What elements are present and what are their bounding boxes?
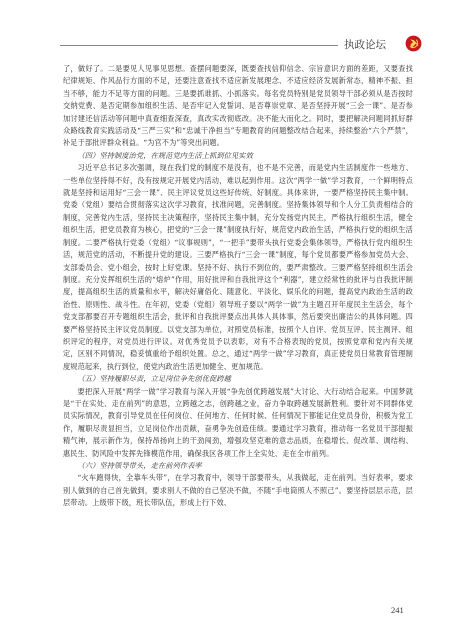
party-emblem-icon	[405, 35, 422, 52]
header-title: 执政论坛	[344, 39, 386, 51]
body-paragraph: 要把深入开展“两学一做”学习教育与深入开展“争先创优跨越发展”大讨论、大行动结合起来。中国梦就是“干在实处、走在前列”的意思，立跨越之志，创跨越之业，奋力争取跨越发展新胜利。要针对不同群体党员实际情况，教育引导党员在任何岗位、任何地方、任何时候、任何情况下都能记住党员身份，积极为党工作，履职尽责显担当，立足岗位作出贡献，奋勇争先创造佳绩。要通过学习教育，推动每一名党员干部提振精气神，展示新作为，保持昂扬向上的干劲闯劲，增强攻坚克难的意志品质，在稳增长、促改革、调结构、惠民生、防风险中发挥先锋模范作用，确保我区各项工作上全实处、走在全市前列。	[63, 386, 413, 458]
body-paragraph: 了，做好了。二是要见人见事见思想。查摆问题要深，既要查找信仰信念、宗旨意识方面的差距，又要查找纪律规矩、作风品行方面的不足，还要注意查找不适应新发展理念、不适应经济发展新常态，精神不振、担当不够，能力不足等方面的问题。三是要抓谁抓、小抓落实。每名党员特别是党员领导干部必须从是否按时交纳党费、是否定期参加组织生活、是否牢记入党誓词、是否尊崇党章、是否坚持开展“三会一课”、是否参加讨建还信活动等问题中真查细查深查，真改实改彻底改。决不能大而化之。同时，要把解决问题同抓好群众路线教育实践活动及“三严三实”和“忠诚干净担当”专题教育的问题整改结合起来，持续整治“六个严禁”，补足于部批评群众利益。“为官不为”等突出问题。	[63, 64, 413, 148]
article-body	[63, 63, 413, 510]
header-rule	[60, 45, 338, 46]
body-paragraph: “火车跑得快，全靠车头带”，在学习教育中，领导干部要带头，从我做起，走在前列。当好表率，要求别人做到的自己首先做到，要求别人不做的自己坚决不做，不随“手电筒照人不照己”。要坚持层层示范，层层带动。上级带下级，班长带队伍，形成上行下效、	[63, 473, 413, 508]
page-number: 241	[391, 605, 404, 615]
section-heading: （六）坚持领导带头，走在前列作表率	[77, 461, 202, 470]
body-paragraph: 习近平总书记多次强调，现在我们党的制度不是没有，也不是不完善，而是党内生活制度作一些地方、一些单位坚持得不好，没有按规定开展党内活动，难以起到作用。这次“两学一做”学习教育，一个鲜明特点就是坚持和运用好“三会一课”、民主评议党员这些好传统、好制度。具体来讲，一要严格坚持民主集中制。党委（党组）要结合贯彻落实这次学习教育，找准问题，完善制度。坚持集体领导和个人分工负责相结合的制度，完善党内生活，坚持民主决策程序，坚持民主集中制，充分发扬党内民主，严格执行组织生活，健全组织生活，把党员教育为核心，把党的“三会一课”制度执行好，规范党内政治生活，严格执行党的组织生活制度。二要严格执行党委（党组）“议事规则”，“一把手”要带头执行党委会集体领导，严格执行党内组织生活，规范党的活动，不断提升党的建设。三要严格执行“三会一课”制度，每个党员都要严格参加党员大会、支部委员会、党小组会，按时上好党课。坚持不好、执行不到位的，要严肃整改。三要严格坚持组织生活会制度。充分发挥组织生活的“熔炉”作用，用好批评和自我批评这个“利器”，建立经常性的批评与自我批评制度，提高组织生活的质量和水平，解决好庸俗化、随意化、平淡化、娱乐化的问题，提高党内政治生活的政治性、原则性、战斗性。在年初，党委（党组）领导班子要以“两学一做”为主题召开年度民主生活会，每个党支部都要召开专题组织生活会，批评和自我批评要点出具体人具体事，然后要突出廉洁公的具体问题。四要严格坚持民主评议党员制度。以党支部为单位，对照党员标准，按照个人自评、党员互评、民主测评、组织评定的程序，对党员进行评议。对优秀党员予以表彰，对有不合格表现的党员，按照党章和党内有关规定，区别不同情况，稳妥慎重给予组织处置。总之，通过“两学一做”学习教育，真正使党员日常教育管理制度规范起来，执行到位，使党内政治生活更加健全、更加规范。	[63, 163, 413, 371]
running-header	[60, 36, 420, 52]
section-heading: （四）坚持制度治党，在规范党内生活上抓到位见实效	[77, 150, 253, 160]
section-heading: （五）坚持履职尽责，立足岗位争先创优促跨越	[77, 374, 231, 384]
